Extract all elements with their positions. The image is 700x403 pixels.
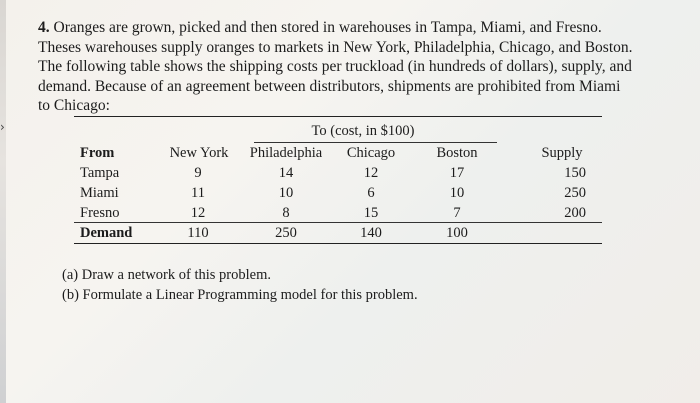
problem-line-1-text: Oranges are grown, picked and then stored in warehouses in Tampa, Miami, and Fresno. bbox=[53, 19, 602, 36]
header-supply: Supply bbox=[541, 145, 583, 161]
cell-demand-new-york: 110 bbox=[187, 225, 209, 241]
question-parts bbox=[62, 265, 418, 305]
cell-tampa-chicago: 12 bbox=[363, 165, 379, 181]
header-from: From bbox=[80, 145, 115, 161]
header-boston: Boston bbox=[436, 145, 478, 161]
row-from-tampa: Tampa bbox=[80, 165, 120, 181]
problem-line-1 bbox=[38, 18, 638, 38]
cell-fresno-chicago: 15 bbox=[363, 205, 379, 221]
demand-top-rule bbox=[74, 222, 602, 223]
row-from-miami: Miami bbox=[80, 185, 119, 201]
problem-line-4: demand. Because of an agreement between distributors, shipments are prohibited from Miami bbox=[38, 77, 621, 95]
cell-miami-supply: 250 bbox=[564, 185, 586, 201]
cell-miami-new-york: 11 bbox=[191, 185, 205, 201]
cell-tampa-philadelphia: 14 bbox=[278, 165, 294, 181]
cell-fresno-boston: 7 bbox=[453, 205, 461, 221]
cell-demand-philadelphia: 250 bbox=[275, 225, 297, 241]
group-header-rule bbox=[254, 142, 497, 143]
row-demand-label: Demand bbox=[80, 225, 133, 241]
problem-line-5: to Chicago: bbox=[38, 97, 110, 115]
problem-line-2: Theses warehouses supply oranges to markets in New York, Philadelphia, Chicago, and Boston. bbox=[38, 38, 633, 56]
cell-fresno-supply: 200 bbox=[564, 205, 586, 221]
cell-demand-chicago: 140 bbox=[360, 225, 382, 241]
cell-miami-philadelphia: 10 bbox=[278, 185, 294, 201]
cell-tampa-new-york: 9 bbox=[194, 165, 202, 181]
page-left-edge bbox=[0, 0, 6, 403]
header-new-york: New York bbox=[169, 145, 229, 161]
page-edge-marker-icon: › bbox=[0, 120, 5, 134]
cell-miami-boston: 10 bbox=[449, 185, 465, 201]
cell-fresno-new-york: 12 bbox=[190, 205, 206, 221]
problem-line-3: The following table shows the shipping costs per truckload (in hundreds of dollars), supply, and bbox=[38, 58, 632, 76]
cell-miami-chicago: 6 bbox=[367, 185, 375, 201]
cell-demand-boston: 100 bbox=[446, 225, 468, 241]
cell-tampa-boston: 17 bbox=[449, 165, 465, 181]
header-philadelphia: Philadelphia bbox=[249, 145, 323, 161]
part-b: (b) Formulate a Linear Programming model for this problem. bbox=[62, 287, 418, 303]
problem-statement bbox=[38, 18, 638, 116]
header-chicago: Chicago bbox=[346, 145, 396, 161]
cell-tampa-supply: 150 bbox=[564, 165, 586, 181]
table-top-rule bbox=[74, 116, 602, 117]
cell-fresno-philadelphia: 8 bbox=[282, 205, 290, 221]
row-from-fresno: Fresno bbox=[80, 205, 120, 221]
table-bottom-rule bbox=[74, 243, 602, 244]
problem-number: 4. bbox=[38, 19, 50, 36]
table-group-header: To (cost, in $100) bbox=[311, 123, 415, 139]
part-a: (a) Draw a network of this problem. bbox=[62, 267, 271, 283]
